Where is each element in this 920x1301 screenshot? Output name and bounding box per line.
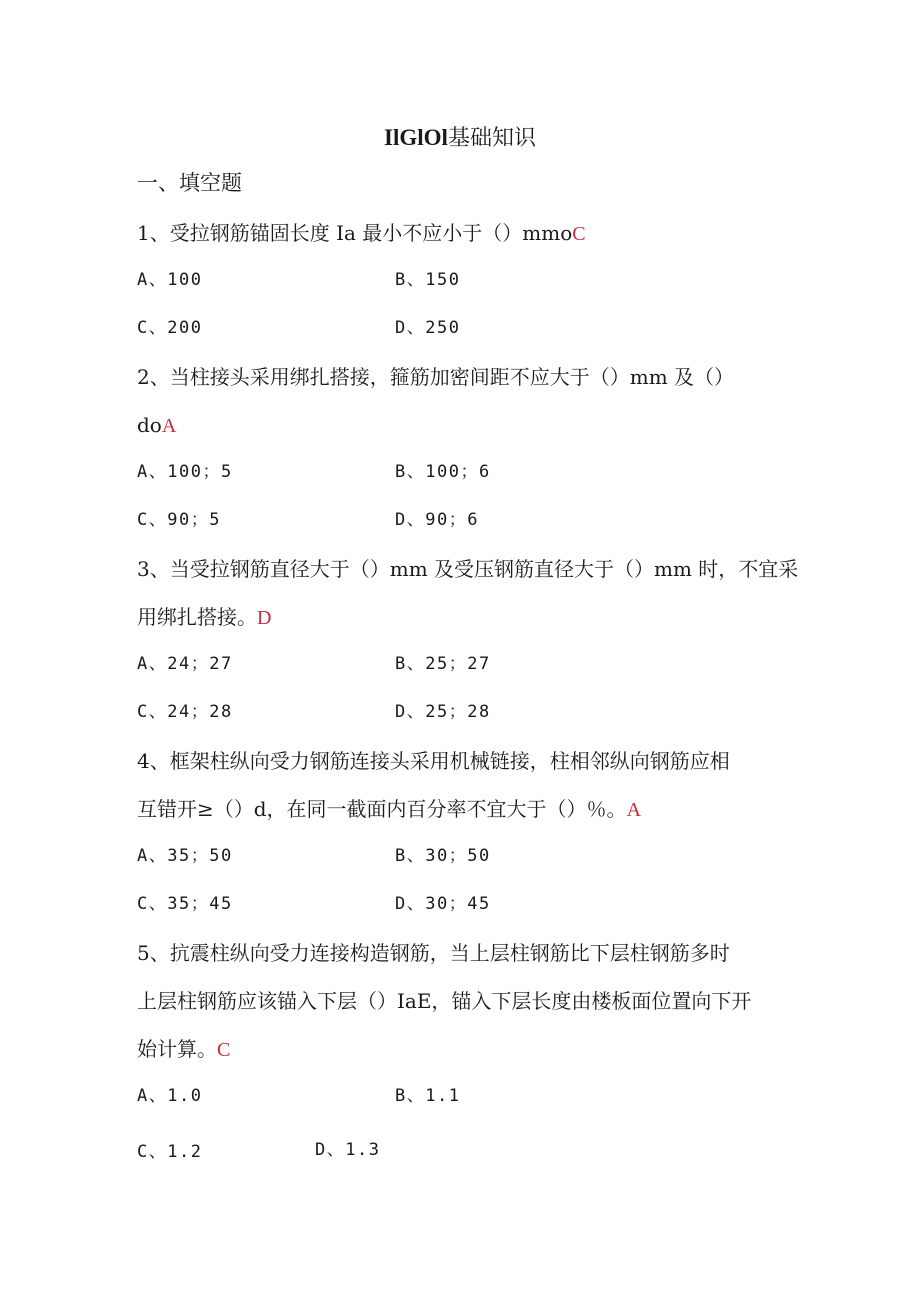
question-3-line-1: 3、当受拉钢筋直径大于（）mm 及受压钢筋直径大于（）mm 时，不宜采 <box>137 557 799 581</box>
question-2-line-1: 2、当柱接头采用绑扎搭接，箍筋加密间距不应大于（）mm 及（） <box>137 365 735 389</box>
question-4-answer: A <box>626 799 642 821</box>
question-4-line-1: 4、框架柱纵向受力钢筋连接头采用机械链接，柱相邻纵向钢筋应相 <box>137 749 730 773</box>
question-1-option-b: B、150 <box>395 270 461 290</box>
question-4-option-a: A、35；50 <box>137 846 233 866</box>
question-4-option-d: D、30；45 <box>395 894 491 914</box>
document-title <box>0 124 920 153</box>
question-4-text: 互错开≥（）d，在同一截面内百分率不宜大于（）％。 <box>137 797 627 821</box>
question-2-answer: A <box>161 415 177 437</box>
question-1-option-a: A、100 <box>137 270 203 290</box>
question-3-answer: D <box>257 607 272 629</box>
question-5-option-d: D、1.3 <box>315 1140 381 1160</box>
question-1-text: 1、受拉钢筋锚固长度 Ia 最小不应小于（）mmo <box>137 221 573 245</box>
question-1-answer: C <box>572 223 586 245</box>
question-5-text: 始计算。 <box>137 1037 217 1061</box>
question-5-option-a: A、1.0 <box>137 1086 203 1106</box>
question-4-option-b: B、30；50 <box>395 846 491 866</box>
question-2-text: do <box>137 413 162 437</box>
question-5-option-c: C、1.2 <box>137 1142 203 1162</box>
question-5-line-2: 上层柱钢筋应该锚入下层（）IaE，锚入下层长度由楼板面位置向下开 <box>137 989 752 1013</box>
question-2-option-b: B、100；6 <box>395 462 491 482</box>
question-5-answer: C <box>217 1039 231 1061</box>
question-1-option-c: C、200 <box>137 318 203 338</box>
question-1-option-d: D、250 <box>395 318 461 338</box>
question-5-option-b: B、1.1 <box>395 1086 461 1106</box>
question-5-line-3 <box>137 1035 230 1064</box>
question-3-line-2 <box>137 603 271 632</box>
question-3-text: 用绑扎搭接。 <box>137 605 257 629</box>
question-3-option-d: D、25；28 <box>395 702 491 722</box>
question-3-option-a: A、24；27 <box>137 654 233 674</box>
question-5-line-1: 5、抗震柱纵向受力连接构造钢筋，当上层柱钢筋比下层柱钢筋多时 <box>137 941 730 965</box>
question-4-line-2 <box>137 795 641 824</box>
question-2-option-a: A、100；5 <box>137 462 233 482</box>
title-code: IlGlOl <box>384 125 448 150</box>
title-text: 基础知识 <box>447 126 536 151</box>
question-3-option-c: C、24；28 <box>137 702 233 722</box>
question-1-line-1 <box>137 219 586 248</box>
question-4-option-c: C、35；45 <box>137 894 233 914</box>
question-2-line-2 <box>137 411 176 440</box>
question-3-option-b: B、25；27 <box>395 654 491 674</box>
question-2-option-d: D、90；6 <box>395 510 479 530</box>
question-2-option-c: C、90；5 <box>137 510 221 530</box>
section-heading: 一、填空题 <box>137 171 242 195</box>
